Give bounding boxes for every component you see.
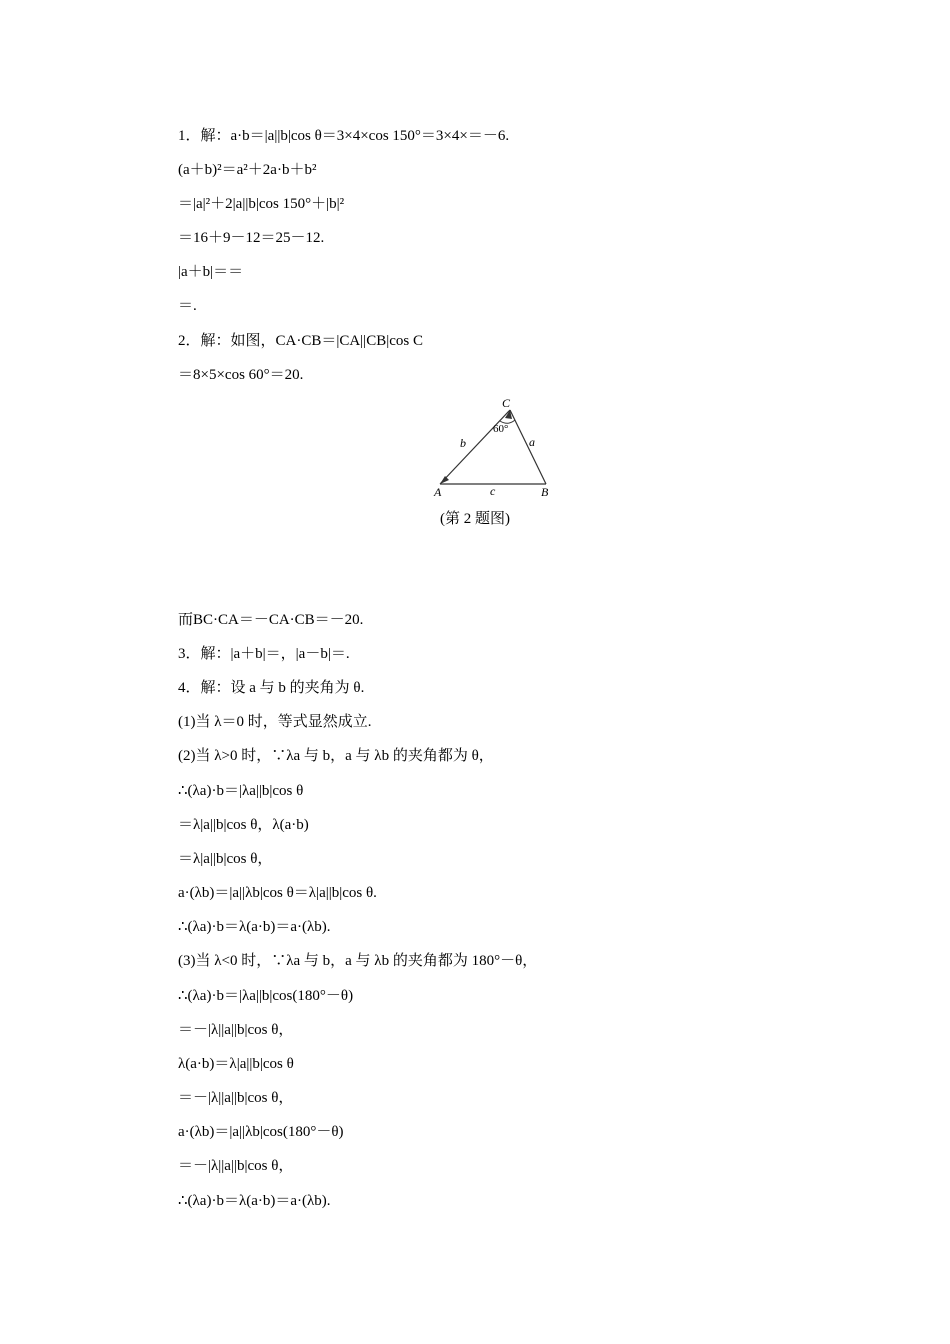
- text-line: (1)当 λ＝0 时，等式显然成立.: [178, 714, 372, 730]
- text-line: 4．解：设 a 与 b 的夹角为 θ.: [178, 680, 365, 696]
- arrow-at-a: [440, 476, 449, 484]
- text-line: |a＋b|＝＝: [178, 264, 244, 280]
- text-line: 2．解：如图，CA·CB＝|CA||CB|cos C: [178, 333, 423, 349]
- side-ca: [440, 410, 510, 484]
- text-line: ＝.: [178, 298, 197, 314]
- triangle-diagram: [430, 392, 560, 504]
- text-line: ∴(λa)·b＝|λa||b|cos(180°－θ): [178, 988, 354, 1004]
- side-bc: [510, 410, 546, 484]
- label-side-b: b: [460, 436, 466, 450]
- triangle-figure: [430, 392, 560, 504]
- text-line: ＝8×5×cos 60°＝20.: [178, 367, 304, 383]
- label-side-c: c: [490, 484, 496, 498]
- text-line: a·(λb)＝|a||λb|cos θ＝λ|a||b|cos θ.: [178, 885, 377, 901]
- text-line: ＝－|λ||a||b|cos θ，: [178, 1022, 294, 1038]
- text-line: ∴(λa)·b＝|λa||b|cos θ: [178, 783, 304, 799]
- text-line: ＝λ|a||b|cos θ，: [178, 851, 273, 867]
- text-line: λ(a·b)＝λ|a||b|cos θ: [178, 1056, 294, 1072]
- text-line: ＝－|λ||a||b|cos θ，: [178, 1158, 294, 1174]
- label-angle: 60°: [493, 423, 509, 435]
- text-line: (a＋b)²＝a²＋2a·b＋b²: [178, 162, 317, 178]
- text-line: 1．解：a·b＝|a||b|cos θ＝3×4×cos 150°＝3×4×＝－6.: [178, 128, 510, 144]
- text-line: 3．解：|a＋b|＝，|a－b|＝.: [178, 646, 350, 662]
- text-line: ＝－|λ||a||b|cos θ，: [178, 1090, 294, 1106]
- text-line: ∴(λa)·b＝λ(a·b)＝a·(λb).: [178, 919, 331, 935]
- text-line: a·(λb)＝|a||λb|cos(180°－θ): [178, 1124, 344, 1140]
- text-line: ∴(λa)·b＝λ(a·b)＝a·(λb).: [178, 1193, 331, 1209]
- text-line: (3)当 λ<0 时，∵λa 与 b，a 与 λb 的夹角都为 180°－θ，: [178, 953, 538, 969]
- label-vertex-b: B: [541, 485, 549, 499]
- figure-caption: (第 2 题图): [440, 511, 510, 527]
- label-vertex-c: C: [502, 396, 511, 410]
- text-line: ＝16＋9－12＝25－12.: [178, 230, 325, 246]
- text-line: (2)当 λ>0 时，∵λa 与 b，a 与 λb 的夹角都为 θ，: [178, 748, 494, 764]
- label-side-a: a: [529, 435, 535, 449]
- text-line: ＝λ|a||b|cos θ，λ(a·b): [178, 817, 309, 833]
- label-vertex-a: A: [434, 485, 442, 499]
- text-line: 而BC·CA＝－CA·CB＝－20.: [178, 612, 364, 628]
- text-line: ＝|a|²＋2|a||b|cos 150°＋|b|²: [178, 196, 345, 212]
